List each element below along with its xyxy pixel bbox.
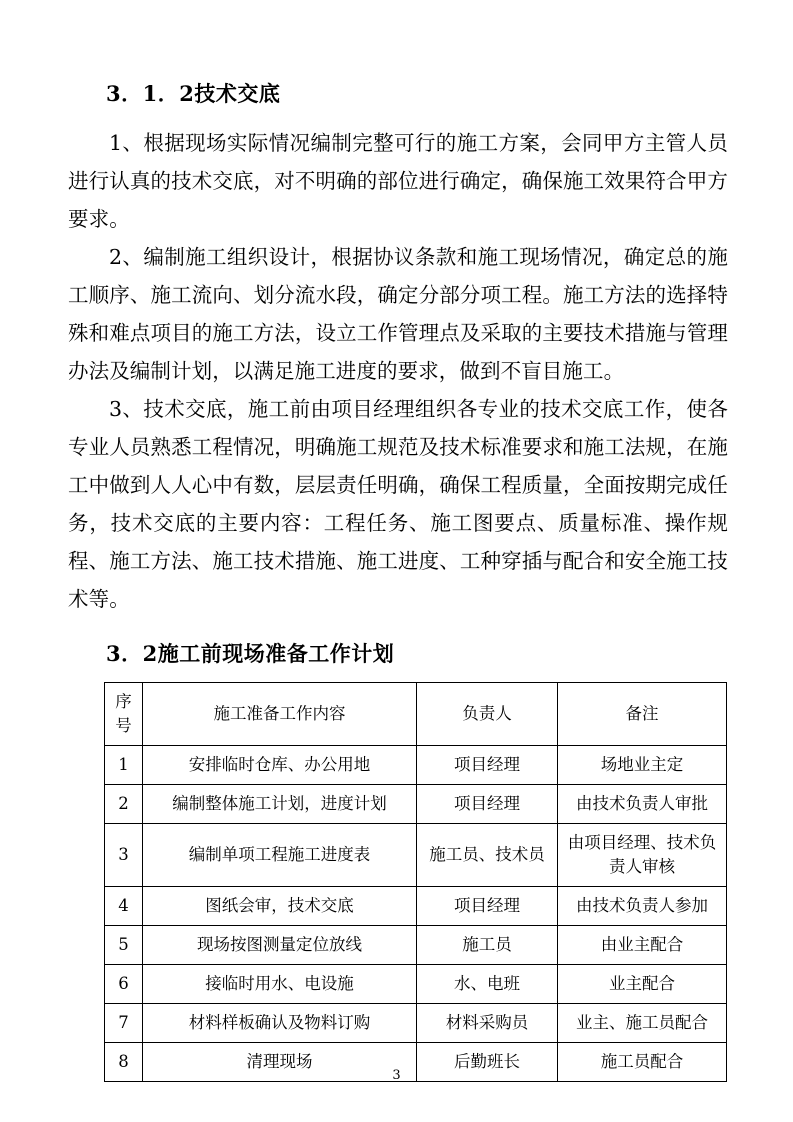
cell-note: 由技术负责人审批	[558, 785, 727, 824]
cell-desc: 编制单项工程施工进度表	[143, 824, 417, 887]
cell-responsible: 后勤班长	[417, 1043, 558, 1082]
column-header-note: 备注	[558, 683, 727, 746]
cell-responsible: 项目经理	[417, 746, 558, 785]
cell-desc: 图纸会审，技术交底	[143, 887, 417, 926]
cell-responsible: 水、电班	[417, 965, 558, 1004]
cell-desc: 现场按图测量定位放线	[143, 926, 417, 965]
body-paragraph-2: 2、编制施工组织设计，根据协议条款和施工现场情况，确定总的施工顺序、施工流向、划分流水段，确定分部分项工程。施工方法的选择特殊和难点项目的施工方法，设立工作管理点及采取的主要技术措施与管理办法及编制计划，以满足施工进度的要求，做到不盲目施工。	[68, 245, 728, 383]
column-header-desc: 施工准备工作内容	[143, 683, 417, 746]
cell-note: 由技术负责人参加	[558, 887, 727, 926]
body-paragraph-3: 3、技术交底，施工前由项目经理组织各专业的技术交底工作，使各专业人员熟悉工程情况，明确施工规范及技术标准要求和施工法规，在施工中做到人人心中有数，层层责任明确，确保工程质量，全面按期完成任务，技术交底的主要内容：工程任务、施工图要点、质量标准、操作规程、施工方法、施工技术措施、施工进度、工种穿插与配合和安全施工技术等。	[68, 397, 728, 611]
column-header-no-line1: 序	[115, 692, 132, 711]
cell-no: 7	[105, 1004, 143, 1043]
cell-no: 2	[105, 785, 143, 824]
section-title-prep-plan: 3．2施工前现场准备工作计划	[106, 641, 395, 666]
table-body	[105, 683, 727, 1082]
cell-responsible: 施工员	[417, 926, 558, 965]
cell-responsible: 项目经理	[417, 887, 558, 926]
column-header-responsible: 负责人	[417, 683, 558, 746]
cell-note: 由项目经理、技术负责人审核	[558, 824, 727, 887]
section-heading-block-1	[68, 78, 728, 110]
table-row	[105, 1004, 727, 1043]
table-row	[105, 824, 727, 887]
column-header-no	[105, 683, 143, 746]
page-title: 3．1．2技术交底	[106, 81, 281, 106]
cell-responsible: 项目经理	[417, 785, 558, 824]
section-heading-block-2	[68, 638, 728, 670]
cell-no: 6	[105, 965, 143, 1004]
cell-no: 5	[105, 926, 143, 965]
cell-note: 场地业主定	[558, 746, 727, 785]
table-row	[105, 926, 727, 965]
table-row	[105, 785, 727, 824]
cell-responsible: 材料采购员	[417, 1004, 558, 1043]
body-paragraph-1: 1、根据现场实际情况编制完整可行的施工方案，会同甲方主管人员进行认真的技术交底，对不明确的部位进行确定，确保施工效果符合甲方要求。	[68, 131, 728, 231]
cell-desc: 清理现场	[143, 1043, 417, 1082]
cell-note: 业主配合	[558, 965, 727, 1004]
cell-no: 3	[105, 824, 143, 887]
cell-note: 业主、施工员配合	[558, 1004, 727, 1043]
cell-note: 施工员配合	[558, 1043, 727, 1082]
cell-responsible: 施工员、技术员	[417, 824, 558, 887]
cell-no: 1	[105, 746, 143, 785]
cell-desc: 材料样板确认及物料订购	[143, 1004, 417, 1043]
table-header-row	[105, 683, 727, 746]
column-header-no-line2: 号	[115, 716, 132, 735]
table-row	[105, 887, 727, 926]
page-footer-number: 3	[392, 1068, 401, 1083]
cell-no: 4	[105, 887, 143, 926]
page-content	[68, 78, 728, 1082]
cell-desc: 安排临时仓库、办公用地	[143, 746, 417, 785]
cell-no: 8	[105, 1043, 143, 1082]
preparation-work-table	[104, 682, 727, 1082]
cell-desc: 编制整体施工计划，进度计划	[143, 785, 417, 824]
cell-note: 由业主配合	[558, 926, 727, 965]
table-row	[105, 965, 727, 1004]
table-row	[105, 746, 727, 785]
cell-desc: 接临时用水、电设施	[143, 965, 417, 1004]
